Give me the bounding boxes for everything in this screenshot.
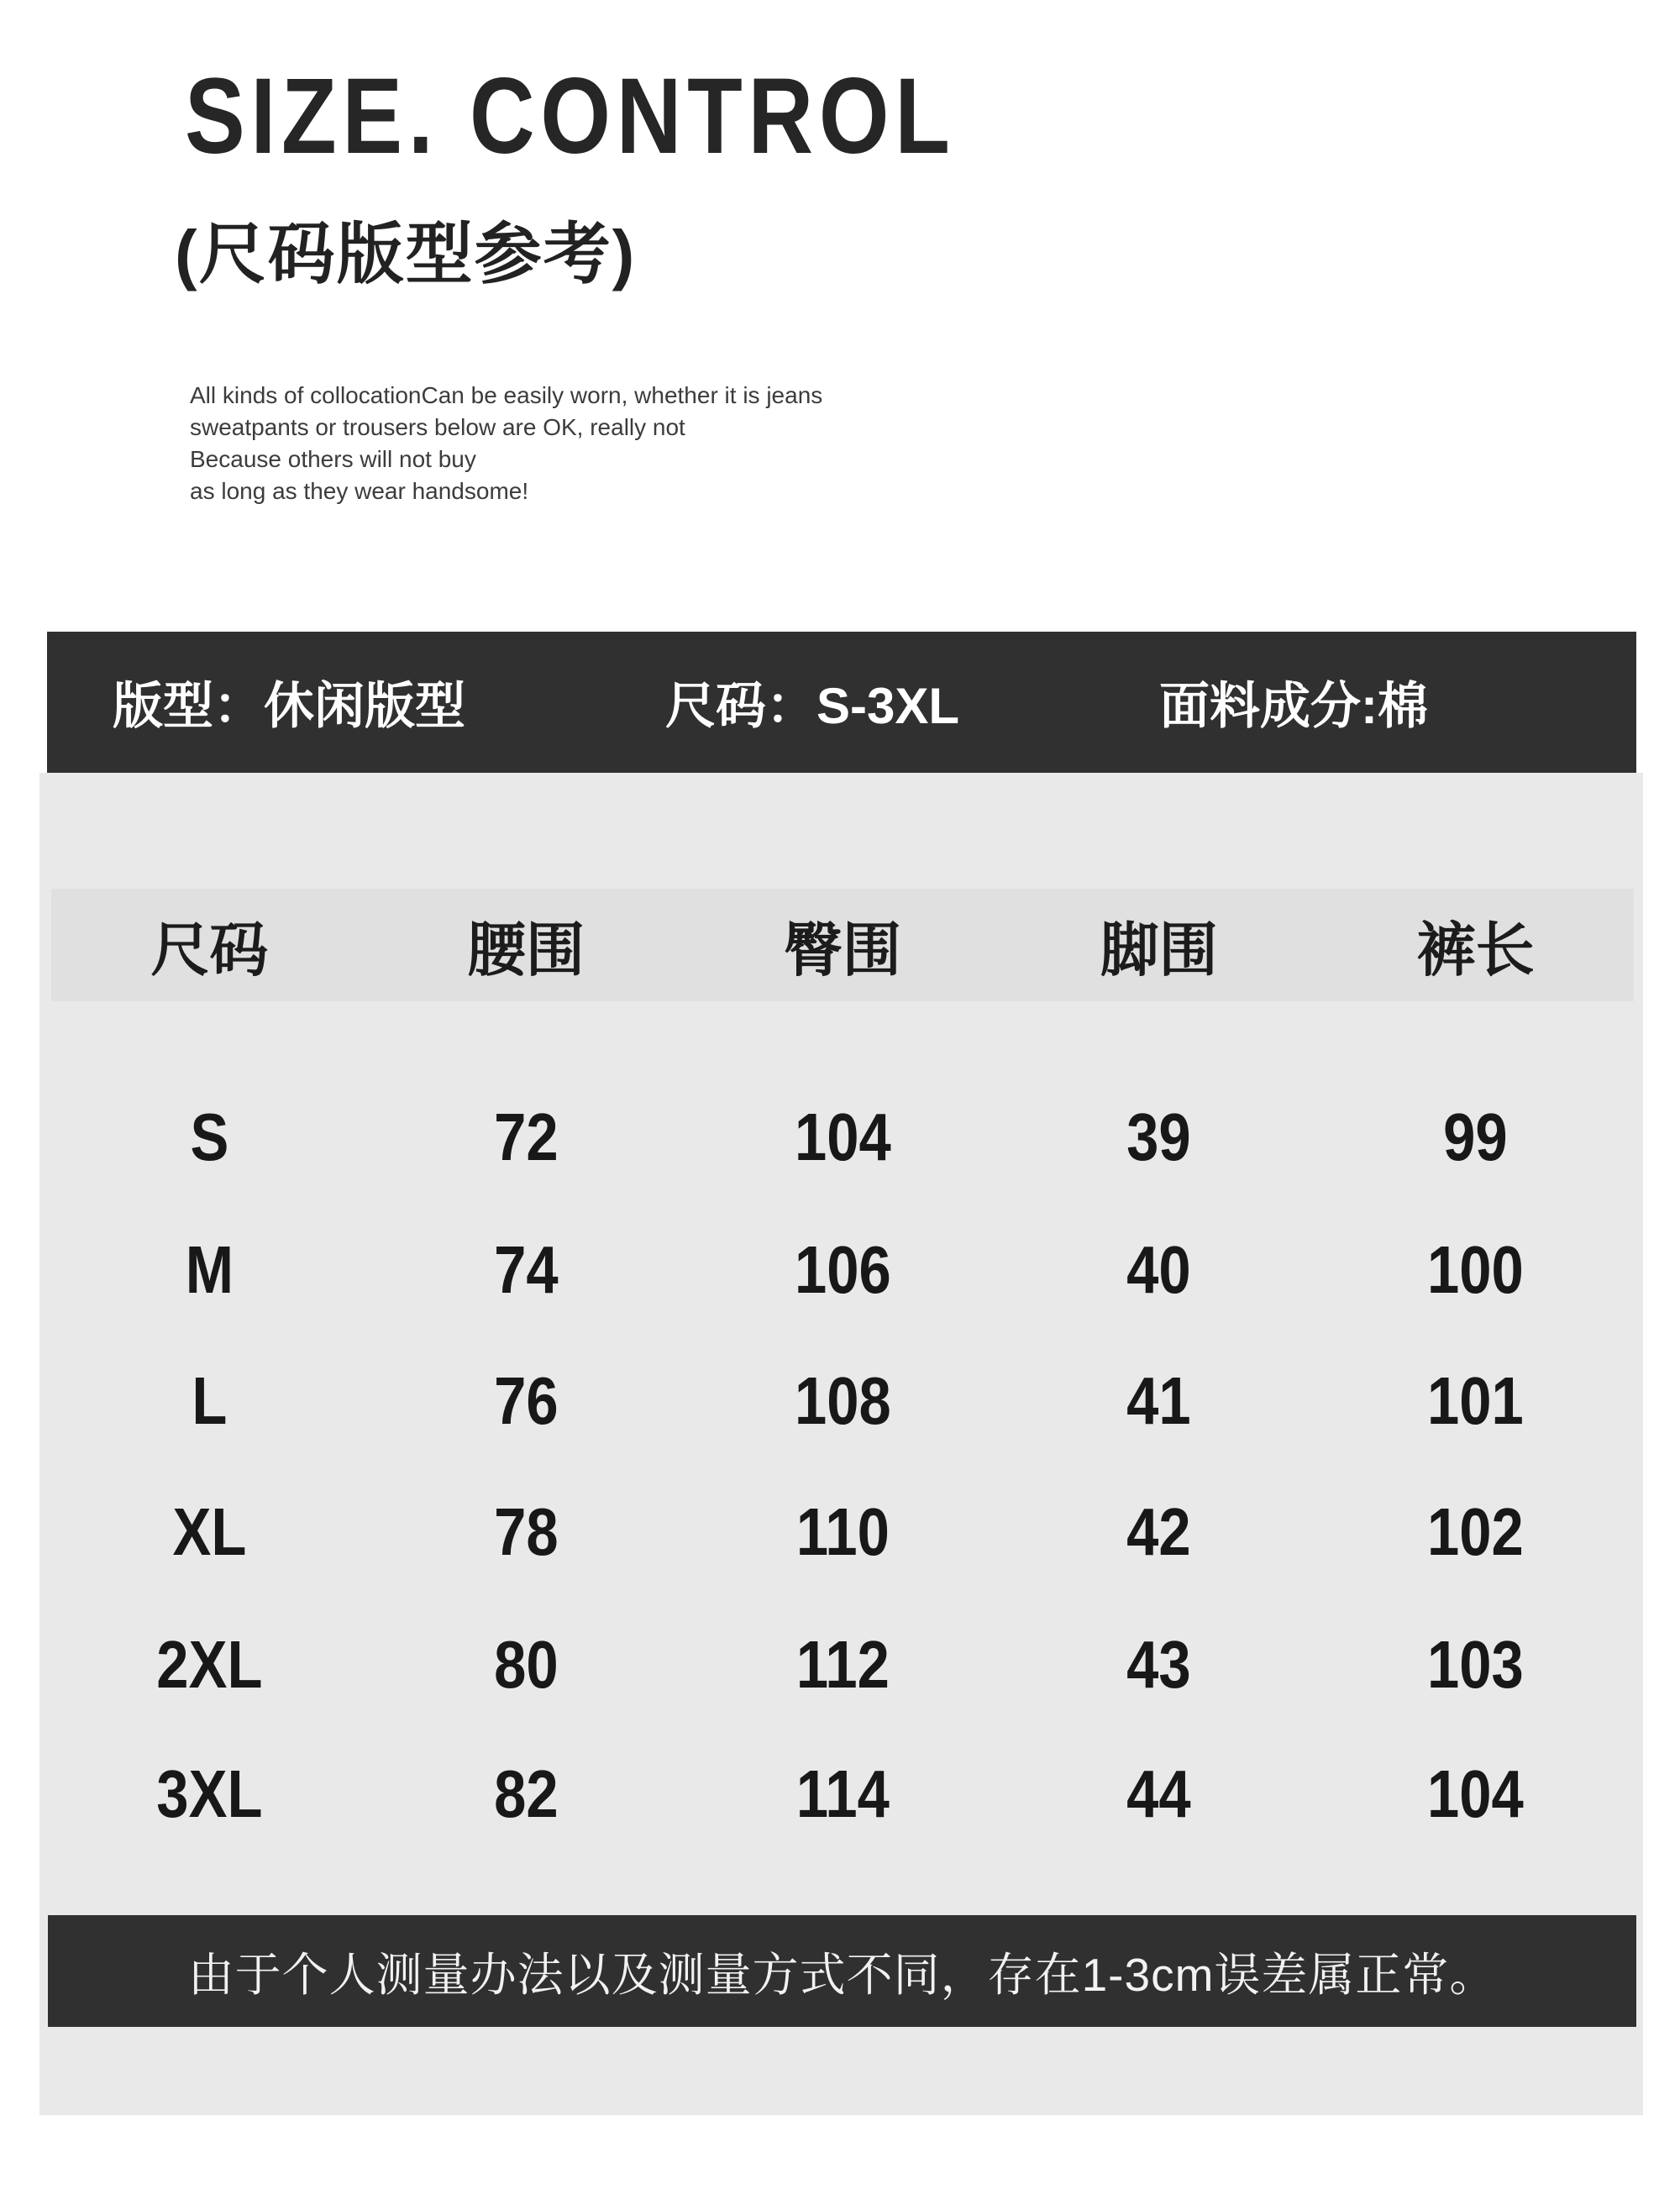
intro-line: as long as they wear handsome! [190,478,529,504]
table-row [51,1619,1634,1711]
column-header-waist: 腰围 [467,916,585,983]
cell-waist: 72 [493,1100,559,1174]
table-row [51,1748,1634,1840]
table-row [51,1224,1634,1316]
cell-size: XL [172,1494,247,1569]
table-row [51,1091,1634,1184]
table-header-row [51,889,1634,1001]
column-header-leg: 脚围 [1100,916,1218,983]
cell-length: 99 [1443,1100,1508,1174]
info-bar [47,632,1636,773]
intro-paragraph [190,380,822,507]
table-row [51,1355,1634,1447]
cell-length: 100 [1427,1232,1524,1307]
info-fabric: 面料成分:棉 [1159,678,1429,734]
cell-waist: 80 [493,1627,559,1702]
cell-length: 103 [1427,1627,1524,1702]
cell-hip: 106 [794,1232,891,1307]
cell-leg: 42 [1126,1494,1192,1569]
cell-hip: 110 [795,1494,890,1569]
cell-hip: 114 [795,1756,890,1831]
cell-waist: 74 [493,1232,559,1307]
cell-waist: 76 [493,1363,559,1438]
cell-waist: 78 [493,1494,559,1569]
cell-leg: 40 [1126,1232,1192,1307]
page-title: SIZE. CONTROL [185,56,956,176]
cell-length: 101 [1427,1363,1524,1438]
column-header-hip: 臀围 [783,916,901,983]
cell-hip: 108 [794,1363,891,1438]
cell-leg: 44 [1126,1756,1192,1831]
intro-line: Because others will not buy [190,446,476,472]
cell-hip: 112 [795,1627,890,1702]
info-size-range: 尺码：S-3XL [665,678,960,734]
size-table-panel [39,773,1643,2115]
cell-size: 2XL [156,1627,263,1702]
cell-size: 3XL [156,1756,263,1831]
info-fit-type: 版型：休闲版型 [113,678,465,734]
cell-length: 104 [1427,1756,1524,1831]
intro-line: All kinds of collocationCan be easily worn, whether it is jeans [190,382,823,408]
cell-size: S [190,1100,229,1174]
intro-line: sweatpants or trousers below are OK, really not [190,414,685,440]
column-header-size: 尺码 [150,916,269,983]
column-header-length: 裤长 [1416,916,1535,983]
cell-leg: 39 [1126,1100,1192,1174]
cell-size: M [185,1232,234,1307]
tolerance-note-bar [48,1915,1636,2027]
cell-leg: 43 [1126,1627,1192,1702]
cell-waist: 82 [493,1756,559,1831]
cell-leg: 41 [1126,1363,1192,1438]
table-row [51,1486,1634,1578]
tolerance-note: 由于个人测量办法以及测量方式不同，存在1-3cm误差属正常。 [187,1949,1497,2001]
cell-size: L [192,1363,228,1438]
cell-length: 102 [1427,1494,1524,1569]
page-subtitle: (尺码版型参考) [175,217,637,291]
cell-hip: 104 [794,1100,891,1174]
